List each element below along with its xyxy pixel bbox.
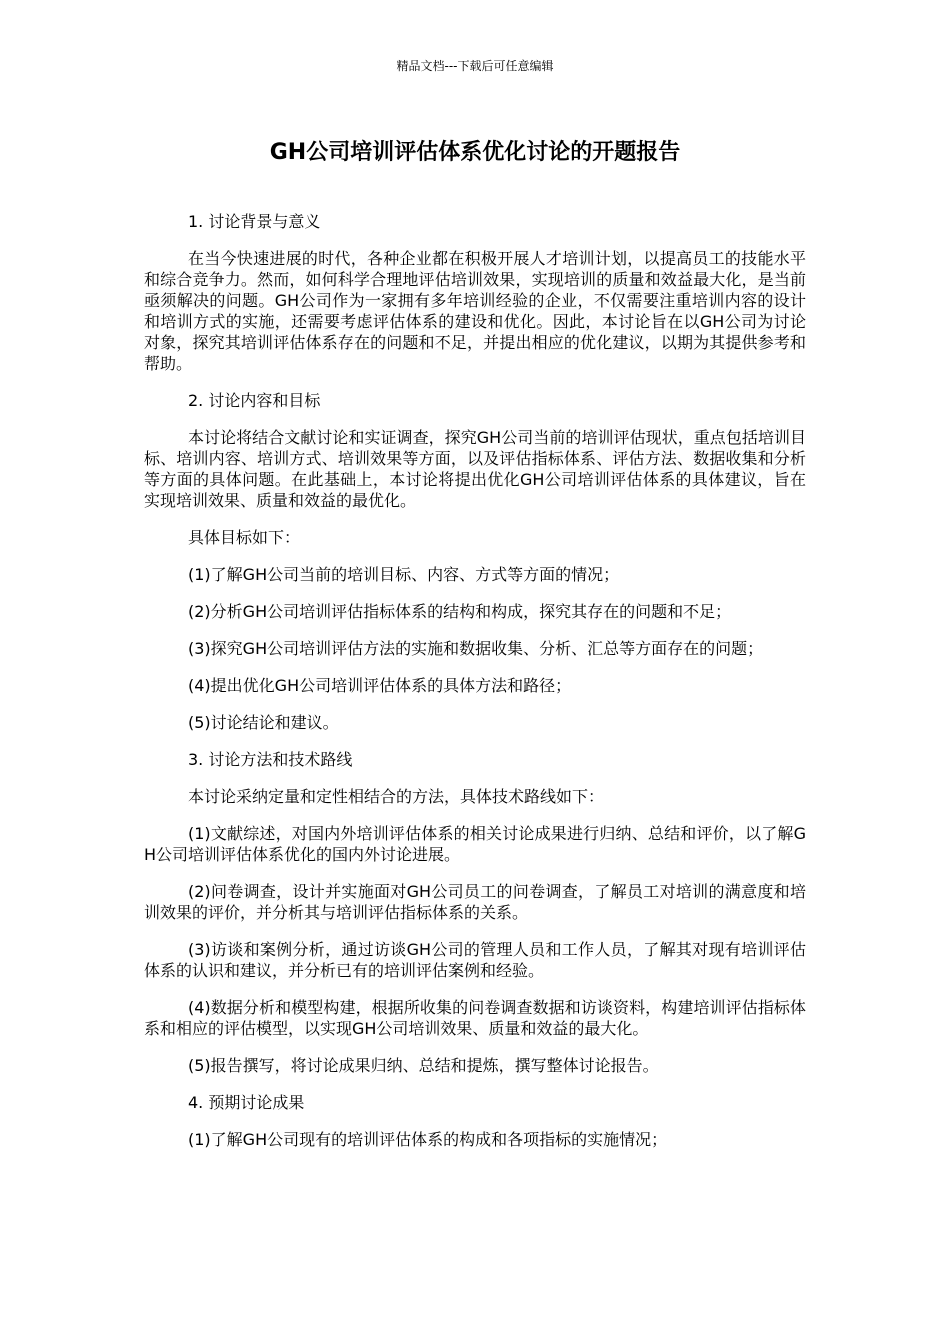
document-title: GH公司培训评估体系优化讨论的开题报告 (269, 140, 681, 165)
section-heading-content: 2. 讨论内容和目标 (188, 391, 321, 410)
goal-item-4: (4)提出优化GH公司培训评估体系的具体方法和路径； (188, 676, 572, 695)
paragraph-content: 本讨论将结合文献讨论和实证调查，探究GH公司当前的培训评估现状，重点包括培训目标、培训内容、培训方式、培训效果等方面，以及评估指标体系、评估方法、数据收集和分析等方面的具体问题。在此基础上，本讨论将提出优化GH公司培训评估体系的具体建议，旨在实现培训效果、质量和效益的最优化。 (144, 428, 806, 510)
goal-item-5: (5)讨论结论和建议。 (188, 713, 339, 732)
section-heading-outcomes: 4. 预期讨论成果 (188, 1093, 305, 1112)
paragraph-methods-intro: 本讨论采纳定量和定性相结合的方法，具体技术路线如下： (188, 787, 605, 806)
section-heading-background: 1. 讨论背景与意义 (188, 212, 321, 231)
method-item-3: (3)访谈和案例分析，通过访谈GH公司的管理人员和工作人员，了解其对现有培训评估体系的认识和建议，并分析已有的培训评估案例和经验。 (144, 940, 806, 980)
method-item-4: (4)数据分析和模型构建，根据所收集的问卷调查数据和访谈资料，构建培训评估指标体系和相应的评估模型，以实现GH公司培训效果、质量和效益的最大化。 (144, 998, 806, 1038)
page-header: 精品文档---下载后可任意编辑 (396, 59, 554, 73)
paragraph-background: 在当今快速进展的时代，各种企业都在积极开展人才培训计划，以提高员工的技能水平和综合竞争力。然而，如何科学合理地评估培训效果，实现培训的质量和效益最大化，是当前亟须解决的问题。GH公司作为一家拥有多年培训经验的企业，不仅需要注重培训内容的设计和培训方式的实施，还需要考虑评估体系的建设和优化。因此，本讨论旨在以GH公司为讨论对象，探究其培训评估体系存在的问题和不足，并提出相应的优化建议，以期为其提供参考和帮助。 (144, 249, 806, 373)
method-item-2: (2)问卷调查，设计并实施面对GH公司员工的问卷调查，了解员工对培训的满意度和培训效果的评价，并分析其与培训评估指标体系的关系。 (144, 882, 806, 922)
goal-item-2: (2)分析GH公司培训评估指标体系的结构和构成，探究其存在的问题和不足； (188, 602, 732, 621)
method-item-5: (5)报告撰写，将讨论成果归纳、总结和提炼，撰写整体讨论报告。 (188, 1056, 659, 1075)
goal-item-3: (3)探究GH公司培训评估方法的实施和数据收集、分析、汇总等方面存在的问题； (188, 639, 764, 658)
method-item-1: (1)文献综述，对国内外培训评估体系的相关讨论成果进行归纳、总结和评价，以了解GH公司培训评估体系优化的国内外讨论进展。 (144, 824, 806, 864)
paragraph-goals-intro: 具体目标如下： (188, 528, 301, 547)
goal-item-1: (1)了解GH公司当前的培训目标、内容、方式等方面的情况； (188, 565, 620, 584)
document-body (144, 211, 806, 1166)
outcome-item-1: (1)了解GH公司现有的培训评估体系的构成和各项指标的实施情况； (188, 1130, 668, 1149)
section-heading-methods: 3. 讨论方法和技术路线 (188, 750, 353, 769)
